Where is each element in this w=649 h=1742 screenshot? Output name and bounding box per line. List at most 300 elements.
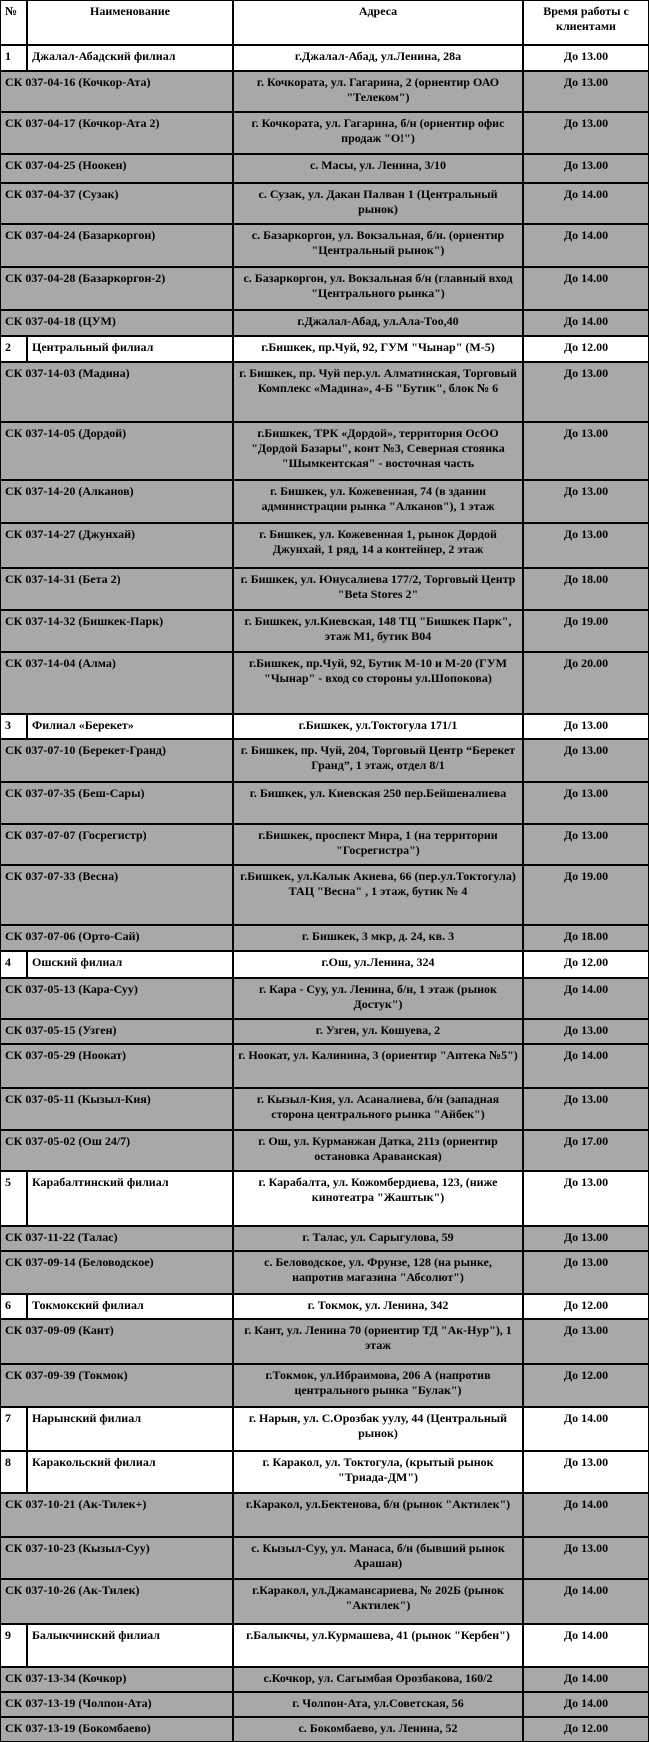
row-name: СК 037-13-34 (Кочкор) (5, 1671, 127, 1685)
header-name: Наименование (90, 4, 170, 18)
table-header (0, 0, 649, 45)
row-address-cell (233, 714, 523, 739)
row-address: г.Токмок, ул.Ибраимова, 206 А (напротив центрального рынка "Булак") (265, 1368, 491, 1397)
row-name: СК 037-04-24 (Базаркоргон) (5, 228, 156, 242)
office-row (0, 224, 649, 267)
row-hours: До 13.00 (563, 786, 609, 800)
row-hours: До 13.00 (563, 75, 609, 89)
row-address: г. Бишкек, ул. Юнусалиева 177/2, Торговый Центр "Beta Stores 2" (240, 572, 516, 601)
row-hours-cell (523, 310, 649, 336)
row-number-cell (0, 1171, 27, 1226)
row-address-cell (233, 154, 523, 183)
row-address: г.Каракол, ул.Бектенова, б/н (рынок "Актилек") (245, 1497, 511, 1511)
row-name: СК 037-14-32 (Бишкек-Парк) (5, 614, 164, 628)
row-hours: До 17.00 (563, 1134, 609, 1148)
row-name: СК 037-09-39 (Токмок) (5, 1368, 128, 1382)
row-number: 1 (5, 49, 11, 63)
office-row (0, 362, 649, 422)
row-name: СК 037-14-20 (Алканов) (5, 484, 134, 498)
row-address-cell (233, 568, 523, 610)
row-address-cell (233, 523, 523, 568)
row-name: СК 037-07-10 (Берекет-Гранд) (5, 743, 166, 757)
row-number-cell (0, 1624, 27, 1667)
row-name-cell (0, 1088, 233, 1130)
row-name-cell (0, 224, 233, 267)
row-address: с.Кочкор, ул. Сагымбая Орозбакова, 160/2 (263, 1671, 493, 1685)
row-address-cell (233, 739, 523, 782)
row-address: г. Бишкек, 3 мкр, д. 24, кв. 3 (301, 929, 455, 943)
office-row (0, 652, 649, 714)
row-number-cell (0, 336, 27, 362)
row-name: СК 037-07-06 (Орто-Сай) (5, 929, 140, 943)
row-hours-cell (523, 1451, 649, 1493)
row-hours: До 13.00 (563, 426, 609, 440)
row-address: г. Кочкората, ул. Гагарина, б/н (ориентир офис продаж "О!") (251, 116, 505, 145)
office-row (0, 112, 649, 154)
row-hours-cell (523, 978, 649, 1019)
row-number-cell (0, 951, 27, 978)
row-hours: До 14.00 (563, 982, 609, 996)
row-name: Центральный филиал (32, 340, 154, 354)
branch-row (0, 1294, 649, 1319)
row-name-cell (0, 610, 233, 652)
row-hours: До 13.00 (563, 1175, 609, 1189)
row-hours-cell (523, 925, 649, 951)
office-row (0, 1537, 649, 1579)
row-name: СК 037-04-17 (Кочкор-Ата 2) (5, 116, 160, 130)
row-address: с. Кызыл-Суу, ул. Манаса, б/н (бывший рынок Арашан) (251, 1541, 505, 1570)
row-number: 5 (5, 1175, 11, 1189)
row-number-cell (0, 1294, 27, 1319)
row-address-cell (233, 1717, 523, 1742)
office-row (0, 1493, 649, 1537)
row-hours: До 14.00 (563, 1696, 609, 1710)
row-name-cell (0, 112, 233, 154)
row-hours-cell (523, 1044, 649, 1088)
row-address: с. Базаркоргон, ул. Вокзальная б/н (главный вход "Центрального рынка") (243, 271, 513, 300)
branch-row (0, 1624, 649, 1667)
row-address: г. Бишкек, ул. Киевская 250 пер.Бейшеналиева (249, 786, 507, 800)
header-cell-address (233, 0, 523, 45)
row-address-cell (233, 1493, 523, 1537)
row-hours: До 13.00 (563, 1541, 609, 1555)
row-number: 3 (5, 718, 11, 732)
row-name: СК 037-09-09 (Кант) (5, 1323, 114, 1337)
row-hours-cell (523, 1226, 649, 1251)
row-name-cell (0, 183, 233, 224)
row-hours-cell (523, 154, 649, 183)
row-name: СК 037-14-03 (Мадина) (5, 366, 130, 380)
header-hours: Время работы с клиентами (543, 4, 629, 33)
row-address: г. Каракол, ул. Токтогула, (крытый рынок "Триада-ДМ") (262, 1455, 494, 1484)
office-row (0, 1319, 649, 1364)
row-name-cell (0, 865, 233, 925)
row-address-cell (233, 183, 523, 224)
row-address-cell (233, 951, 523, 978)
row-address: г. Бишкек, ул. Кожевенная, 74 (в здании администрации рынка "Алканов"), 1 этаж (261, 484, 495, 513)
branch-row (0, 1171, 649, 1226)
row-address: г. Ноокат, ул. Калинина, 3 (ориентир "Аптека №5") (238, 1048, 518, 1062)
row-hours: До 14.00 (563, 1411, 609, 1425)
row-name-cell (0, 362, 233, 422)
row-hours: До 12.00 (563, 955, 609, 969)
row-address: г. Кочкората, ул. Гагарина, 2 (ориентир ОАО "Телеком") (256, 75, 500, 104)
row-hours: До 12.00 (563, 340, 609, 354)
row-hours: До 14.00 (563, 271, 609, 285)
row-address: г. Бишкек, ул.Киевская, 148 ТЦ "Бишкек Парк", этаж М1, бутик В04 (244, 614, 512, 643)
row-address: г.Каракол, ул.Джамансариева, № 202Б (рынок "Актилек") (252, 1583, 504, 1612)
row-address: г. Бишкек, ул. Кожевенная 1, рынок Дордой Джунхай, 1 ряд, 14 а контейнер, 2 этаж (259, 527, 497, 556)
row-address: г. Кызыл-Кия, ул. Асаналиева, б/н (западная сторона центрального рынка "Айбек") (256, 1092, 500, 1121)
row-name-cell (0, 154, 233, 183)
row-hours-cell (523, 1171, 649, 1226)
row-hours: До 13.00 (563, 366, 609, 380)
row-hours-cell (523, 267, 649, 310)
row-hours-cell (523, 1537, 649, 1579)
row-hours: До 13.00 (563, 1230, 609, 1244)
row-name-cell (0, 422, 233, 480)
row-name: Каракольский филиал (32, 1455, 156, 1469)
row-name-cell (0, 1667, 233, 1692)
office-row (0, 610, 649, 652)
row-name-cell (0, 925, 233, 951)
branch-row (0, 951, 649, 978)
branch-row (0, 336, 649, 362)
row-number: 4 (5, 955, 11, 969)
row-name: СК 037-07-35 (Беш-Сары) (5, 786, 145, 800)
row-hours-cell (523, 523, 649, 568)
row-hours-cell (523, 1624, 649, 1667)
row-address-cell (233, 480, 523, 523)
row-name: СК 037-05-15 (Узген) (5, 1023, 117, 1037)
row-number: 9 (5, 1628, 11, 1642)
row-hours-cell (523, 1579, 649, 1624)
row-address-cell (233, 1537, 523, 1579)
row-address: г.Бишкек, ТРК «Дордой», территория ОсОО "Дордой Базары", конт №3, Северная стоянка "Шымкентская" - восточная часть (251, 426, 505, 470)
office-row (0, 1044, 649, 1088)
row-address: с. Масы, ул. Ленина, 3/10 (309, 158, 447, 172)
row-address-cell (233, 71, 523, 112)
row-hours-cell (523, 1717, 649, 1742)
row-address-cell (233, 1088, 523, 1130)
row-hours-cell (523, 951, 649, 978)
row-name-cell (0, 523, 233, 568)
row-hours: До 13.00 (563, 527, 609, 541)
row-hours-cell (523, 782, 649, 824)
office-row (0, 739, 649, 782)
row-name-cell (0, 1130, 233, 1171)
row-name: СК 037-05-02 (Ош 24/7) (5, 1134, 131, 1148)
office-row (0, 1088, 649, 1130)
row-address: г.Бишкек, проспект Мира, 1 (на территории "Госрегистра") (258, 828, 498, 857)
row-address-cell (233, 865, 523, 925)
row-hours-cell (523, 1319, 649, 1364)
row-name-cell (0, 480, 233, 523)
row-name-cell (0, 1493, 233, 1537)
row-name: СК 037-04-37 (Сузак) (5, 187, 119, 201)
row-hours-cell (523, 568, 649, 610)
row-hours: До 13.00 (563, 1092, 609, 1106)
row-name-cell (0, 568, 233, 610)
row-address: г.Бишкек, пр.Чуй, 92, ГУМ "Чынар" (М-5) (261, 340, 495, 354)
row-name-cell (0, 1019, 233, 1044)
row-address: с. Бокомбаево, ул. Ленина, 52 (298, 1721, 458, 1735)
row-hours: До 14.00 (563, 1497, 609, 1511)
row-address-cell (233, 610, 523, 652)
row-address-cell (233, 1451, 523, 1493)
row-hours-cell (523, 71, 649, 112)
header-address: Адреса (358, 4, 398, 18)
row-name: СК 037-05-29 (Ноокат) (5, 1048, 127, 1062)
row-address-cell (233, 978, 523, 1019)
row-hours-cell (523, 1364, 649, 1407)
row-address-cell (233, 652, 523, 714)
row-address-cell (233, 336, 523, 362)
branch-row (0, 1407, 649, 1451)
row-hours: До 13.00 (563, 828, 609, 842)
row-hours: До 14.00 (563, 187, 609, 201)
row-address: г.Бишкек, пр.Чуй, 92, Бутик М-10 и М-20 (ГУМ "Чынар" - вход со стороны ул.Шопокова) (249, 656, 507, 685)
row-hours-cell (523, 1294, 649, 1319)
row-name-cell (0, 310, 233, 336)
row-name: СК 037-07-33 (Весна) (5, 869, 119, 883)
branch-row (0, 714, 649, 739)
row-hours: До 14.00 (563, 1048, 609, 1062)
row-address: г. Токмок, ул. Ленина, 342 (307, 1298, 449, 1312)
row-address: г.Бишкек, ул.Калык Акиева, 66 (пер.ул.Токтогула) ТАЦ "Весна" , 1 этаж, бутик № 4 (240, 869, 516, 898)
row-hours: До 19.00 (563, 614, 609, 628)
row-address-cell (233, 1692, 523, 1717)
row-hours: До 12.00 (563, 1368, 609, 1382)
row-hours: До 14.00 (563, 1628, 609, 1642)
branch-row (0, 1451, 649, 1493)
row-name: СК 037-11-22 (Талас) (5, 1230, 118, 1244)
header-cell-num (0, 0, 27, 45)
row-hours: До 13.00 (563, 1323, 609, 1337)
row-hours-cell (523, 1667, 649, 1692)
row-name: СК 037-14-27 (Джунхай) (5, 527, 135, 541)
row-address-cell (233, 1130, 523, 1171)
row-address-cell (233, 1044, 523, 1088)
office-row (0, 865, 649, 925)
row-name-cell (27, 1451, 233, 1493)
row-address-cell (233, 1319, 523, 1364)
row-hours: До 12.00 (563, 1721, 609, 1735)
row-name-cell (0, 652, 233, 714)
row-name: Балыкчинский филиал (32, 1628, 160, 1642)
row-name: СК 037-14-04 (Алма) (5, 656, 116, 670)
row-name-cell (27, 1624, 233, 1667)
row-hours: До 14.00 (563, 314, 609, 328)
office-row (0, 183, 649, 224)
header-cell-hours (523, 0, 649, 45)
row-name: СК 037-04-28 (Базаркоргон-2) (5, 271, 166, 285)
row-address: с. Базаркоргон, ул. Вокзальная, б/н. (ориентир "Центральный рынок") (251, 228, 505, 257)
office-row (0, 978, 649, 1019)
office-row (0, 523, 649, 568)
row-name-cell (0, 739, 233, 782)
row-name-cell (0, 1579, 233, 1624)
row-hours-cell (523, 1251, 649, 1294)
row-name: Токмокский филиал (32, 1298, 144, 1312)
row-hours-cell (523, 1130, 649, 1171)
office-row (0, 1226, 649, 1251)
office-row (0, 1019, 649, 1044)
row-address-cell (233, 1019, 523, 1044)
row-hours: До 13.00 (563, 1023, 609, 1037)
office-row (0, 422, 649, 480)
row-number-cell (0, 1407, 27, 1451)
row-name-cell (0, 1692, 233, 1717)
row-name-cell (0, 1226, 233, 1251)
row-name: Нарынский филиал (32, 1411, 142, 1425)
office-row (0, 71, 649, 112)
row-name-cell (0, 1044, 233, 1088)
row-address-cell (233, 1251, 523, 1294)
row-name: СК 037-04-16 (Кочкор-Ата) (5, 75, 151, 89)
row-name: СК 037-13-19 (Бокомбаево) (5, 1721, 151, 1735)
row-hours-cell (523, 362, 649, 422)
row-address-cell (233, 1364, 523, 1407)
row-hours-cell (523, 1019, 649, 1044)
row-name-cell (27, 336, 233, 362)
row-hours-cell (523, 183, 649, 224)
row-address-cell (233, 824, 523, 865)
row-name: СК 037-10-21 (Ак-Тилек+) (5, 1497, 147, 1511)
row-name: СК 037-09-14 (Беловодское) (5, 1255, 154, 1269)
office-row (0, 1364, 649, 1407)
office-row (0, 568, 649, 610)
office-row (0, 1251, 649, 1294)
row-address-cell (233, 112, 523, 154)
row-name-cell (0, 978, 233, 1019)
row-address-cell (233, 45, 523, 71)
row-name: СК 037-10-26 (Ак-Тилек) (5, 1583, 140, 1597)
row-hours-cell (523, 45, 649, 71)
row-name-cell (0, 71, 233, 112)
row-name-cell (0, 267, 233, 310)
row-address-cell (233, 1294, 523, 1319)
row-name-cell (0, 1319, 233, 1364)
row-name: СК 037-14-31 (Бета 2) (5, 572, 121, 586)
row-address-cell (233, 782, 523, 824)
row-address-cell (233, 267, 523, 310)
row-name-cell (27, 1294, 233, 1319)
row-name-cell (0, 1364, 233, 1407)
row-name: СК 037-04-18 (ЦУМ) (5, 314, 116, 328)
row-name: СК 037-05-11 (Кызыл-Кия) (5, 1092, 151, 1106)
row-hours-cell (523, 1692, 649, 1717)
row-address-cell (233, 1226, 523, 1251)
row-name-cell (0, 1537, 233, 1579)
row-number-cell (0, 714, 27, 739)
row-address-cell (233, 1579, 523, 1624)
row-hours-cell (523, 1088, 649, 1130)
row-hours: До 20.00 (563, 656, 609, 670)
row-address: г.Бишкек, ул.Токтогула 171/1 (298, 718, 458, 732)
row-address: г. Ош, ул. Курманжан Датка, 211з (ориентир остановка Араванская) (258, 1134, 498, 1163)
row-address-cell (233, 310, 523, 336)
row-address: г.Джалал-Абад, ул.Ленина, 28а (294, 49, 462, 63)
office-row (0, 1717, 649, 1742)
row-hours-cell (523, 480, 649, 523)
row-hours-cell (523, 714, 649, 739)
row-name-cell (0, 782, 233, 824)
row-address-cell (233, 224, 523, 267)
row-address-cell (233, 362, 523, 422)
row-hours-cell (523, 652, 649, 714)
row-hours-cell (523, 422, 649, 480)
row-hours: До 14.00 (563, 1583, 609, 1597)
office-row (0, 1667, 649, 1692)
row-address-cell (233, 925, 523, 951)
row-name: Карабалтинский филиал (32, 1175, 169, 1189)
row-number: 6 (5, 1298, 11, 1312)
row-address-cell (233, 1407, 523, 1451)
row-number: 8 (5, 1455, 11, 1469)
row-name: Филиал «Берекет» (32, 718, 134, 732)
row-hours: До 13.00 (563, 484, 609, 498)
row-number-cell (0, 45, 27, 71)
row-address: г. Кара - Суу, ул. Ленина, б/н, 1 этаж (рынок Достук") (259, 982, 497, 1011)
office-row (0, 824, 649, 865)
row-hours: До 13.00 (563, 1255, 609, 1269)
row-name-cell (0, 1251, 233, 1294)
row-number: 2 (5, 340, 11, 354)
row-address: с. Сузак, ул. Дакан Палван 1 (Центральный рынок) (258, 187, 498, 216)
row-hours-cell (523, 336, 649, 362)
row-address: г. Бишкек, пр. Чуй, 204, Торговый Центр “Берекет Гранд”, 1 этаж, отдел 8/1 (240, 743, 516, 772)
row-hours: До 13.00 (563, 1455, 609, 1469)
office-row (0, 310, 649, 336)
row-number-cell (0, 1451, 27, 1493)
row-address: г.Ош, ул.Ленина, 324 (321, 955, 435, 969)
row-hours: До 13.00 (563, 49, 609, 63)
row-hours-cell (523, 610, 649, 652)
row-address-cell (233, 1667, 523, 1692)
row-hours: До 13.00 (563, 158, 609, 172)
row-hours: До 18.00 (563, 572, 609, 586)
row-name: СК 037-13-19 (Чолпон-Ата) (5, 1696, 152, 1710)
row-name: СК 037-04-25 (Ноокен) (5, 158, 127, 172)
row-address: г.Джалал-Абад, ул.Ала-Тоо,40 (297, 314, 459, 328)
row-number: 7 (5, 1411, 11, 1425)
row-address: с. Беловодское, ул. Фрунзе, 128 (на рынке, напротив магазина "Абсолют") (264, 1255, 492, 1284)
row-hours-cell (523, 112, 649, 154)
row-hours: До 13.00 (563, 116, 609, 130)
row-name: СК 037-10-23 (Кызыл-Суу) (5, 1541, 150, 1555)
row-address: г.Балыкчы, ул.Курмашева, 41 (рынок "Кербен") (246, 1628, 510, 1642)
row-name-cell (0, 1717, 233, 1742)
row-address-cell (233, 1171, 523, 1226)
row-hours-cell (523, 865, 649, 925)
row-name: Джалал-Абадский филиал (32, 49, 176, 63)
row-hours: До 14.00 (563, 1671, 609, 1685)
row-address-cell (233, 1624, 523, 1667)
row-name: СК 037-14-05 (Дордой) (5, 426, 127, 440)
header-num: № (5, 4, 18, 18)
row-address: г. Кант, ул. Ленина 70 (ориентир ТД "Ак-Нур"), 1 этаж (244, 1323, 512, 1352)
row-hours-cell (523, 224, 649, 267)
row-address: г. Узген, ул. Кошуева, 2 (315, 1023, 441, 1037)
row-name-cell (27, 1407, 233, 1451)
row-address: г. Нарын, ул. С.Орозбак уулу, 44 (Центральный рынок) (248, 1411, 508, 1440)
branch-row (0, 45, 649, 71)
row-hours-cell (523, 739, 649, 782)
office-row (0, 480, 649, 523)
office-row (0, 267, 649, 310)
row-hours-cell (523, 824, 649, 865)
